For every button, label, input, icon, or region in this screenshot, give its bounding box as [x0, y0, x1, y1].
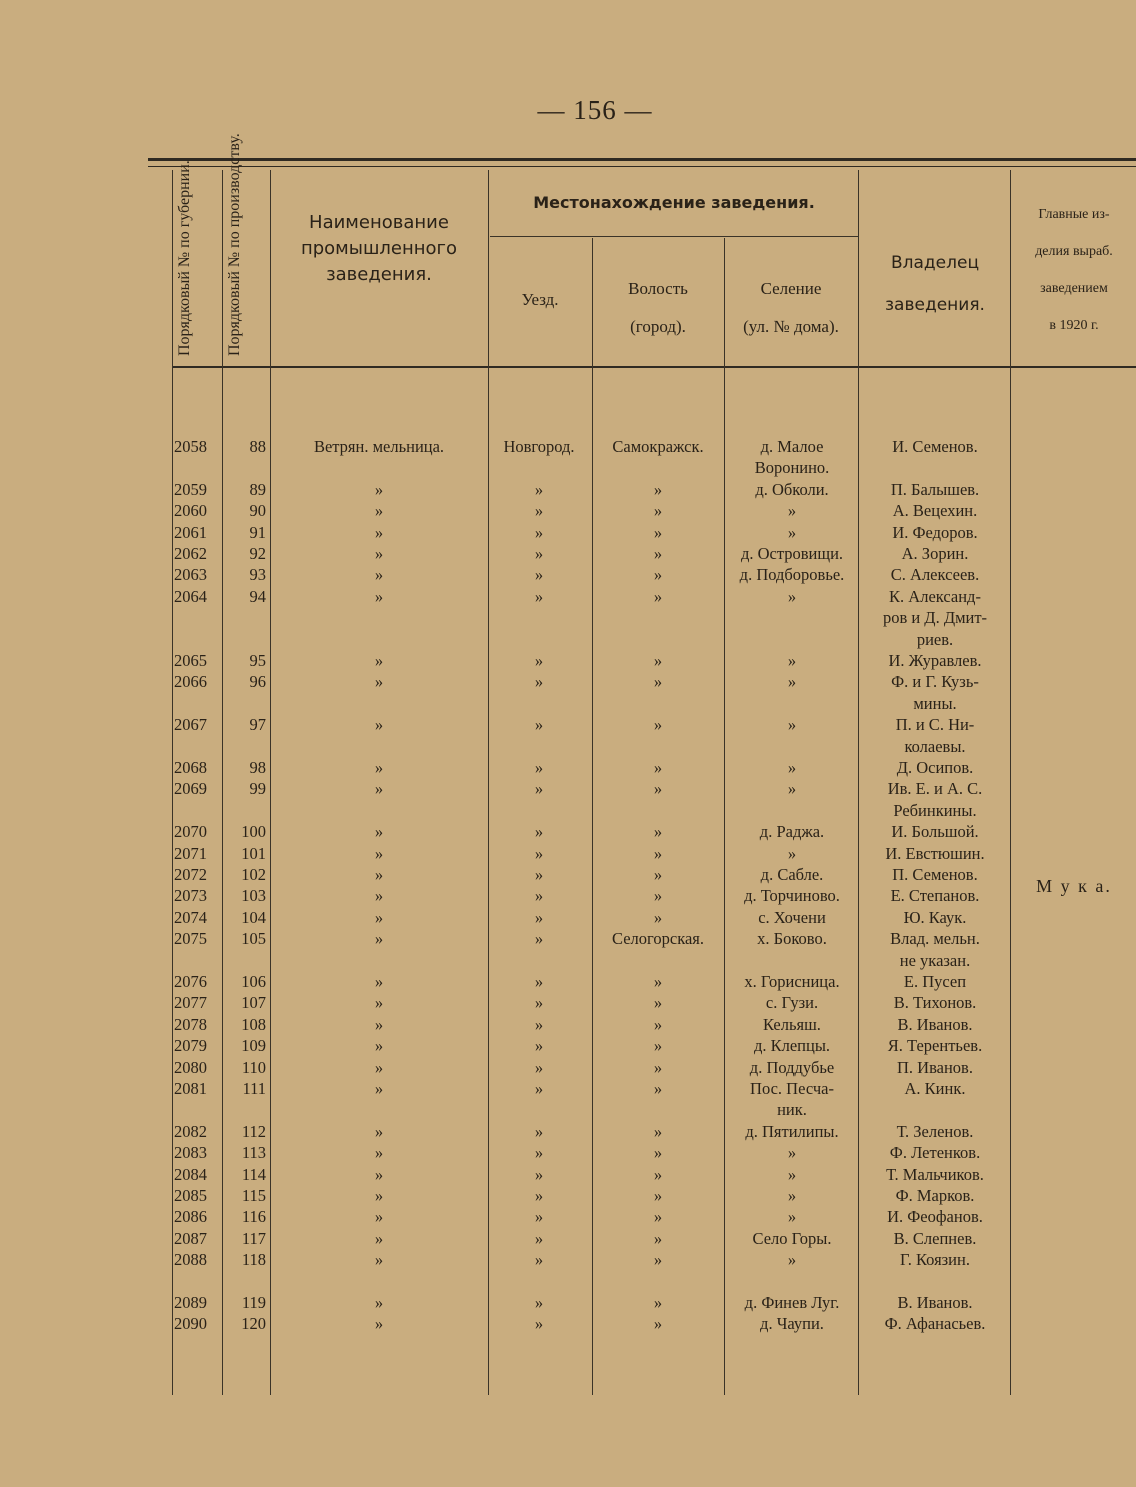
- row-name: »: [374, 1014, 384, 1034]
- header-rule: [172, 366, 1136, 368]
- row-uezd: »: [534, 1228, 544, 1248]
- row-owner: Ю. Каук.: [903, 907, 967, 927]
- row-uezd: »: [534, 1143, 544, 1163]
- row-selenie: д. Малое: [760, 437, 824, 456]
- row-order-prod: 109: [241, 1036, 266, 1056]
- row-name: »: [374, 1250, 384, 1270]
- row-selenie: д. Чаупи.: [760, 1314, 824, 1334]
- col-divider: [724, 238, 725, 1395]
- row-selenie: »: [787, 758, 797, 777]
- header-owner-line: Владелец: [890, 253, 980, 273]
- row-order-gub: 2067: [174, 715, 207, 735]
- row-volost: »: [653, 1164, 663, 1184]
- row-order-prod: 120: [241, 1314, 266, 1334]
- row-owner: не указан.: [899, 950, 971, 970]
- row-owner: А. Зорин.: [901, 544, 969, 563]
- row-owner: П. Иванов.: [897, 1057, 973, 1077]
- row-owner: Т. Мальчиков.: [886, 1164, 984, 1184]
- row-owner: Ф. Марков.: [895, 1186, 975, 1205]
- row-owner: В. Тихонов.: [893, 993, 977, 1013]
- row-selenie: д. Раджа.: [759, 822, 825, 842]
- row-order-gub: 2063: [174, 565, 207, 585]
- row-owner: В. Слепнев.: [893, 1228, 977, 1248]
- row-uezd: »: [534, 843, 544, 863]
- row-order-gub: 2083: [174, 1143, 207, 1163]
- row-owner: ров и Д. Дмит-: [882, 608, 988, 628]
- row-selenie: х. Боково.: [757, 929, 827, 949]
- header-name-line: заведения.: [326, 264, 432, 285]
- row-volost: »: [653, 565, 663, 585]
- row-uezd: »: [534, 1036, 544, 1056]
- row-order-gub: 2068: [174, 758, 207, 777]
- row-owner: Е. Степанов.: [890, 886, 980, 906]
- row-owner: С. Алексеев.: [890, 565, 980, 585]
- row-uezd: »: [534, 993, 544, 1013]
- header-owner-line: заведения.: [885, 295, 985, 315]
- row-uezd: »: [534, 1314, 544, 1334]
- row-order-prod: 108: [241, 1014, 266, 1034]
- row-volost: »: [653, 672, 663, 692]
- row-selenie: д. Поддубье: [749, 1057, 835, 1077]
- row-order-prod: 117: [241, 1228, 266, 1248]
- row-name: »: [374, 907, 384, 927]
- row-order-prod: 110: [241, 1057, 266, 1077]
- col-divider: [172, 170, 173, 1395]
- row-uezd: »: [534, 1057, 544, 1077]
- row-order-gub: 2066: [174, 672, 207, 692]
- row-uezd: »: [534, 1014, 544, 1034]
- row-selenie: д. Обколи.: [755, 479, 829, 499]
- row-volost: »: [653, 822, 663, 842]
- row-name: »: [374, 843, 384, 863]
- row-uezd: Новгород.: [503, 437, 575, 456]
- row-order-prod: 102: [241, 865, 266, 884]
- row-selenie: с. Хочени: [758, 907, 826, 927]
- row-owner: Е. Пусеп: [903, 972, 967, 991]
- header-products-line: заведением: [1040, 281, 1108, 296]
- row-order-prod: 119: [241, 1293, 266, 1312]
- header-order-prod: Порядковый № по производству.: [226, 133, 243, 356]
- row-volost: »: [653, 1079, 663, 1098]
- row-uezd: »: [534, 822, 544, 842]
- row-volost: »: [653, 993, 663, 1013]
- row-owner: П. Балышев.: [890, 479, 980, 499]
- row-order-prod: 94: [249, 586, 266, 606]
- row-name: »: [374, 1079, 384, 1098]
- row-selenie: »: [787, 522, 797, 542]
- row-owner: Т. Зеленов.: [896, 1121, 974, 1141]
- col-divider: [222, 170, 223, 1395]
- row-volost: »: [653, 886, 663, 906]
- row-owner: К. Александ-: [889, 586, 981, 606]
- row-name: »: [374, 1293, 384, 1312]
- row-uezd: »: [534, 715, 544, 735]
- row-name: »: [374, 758, 384, 777]
- row-order-prod: 113: [241, 1143, 266, 1163]
- row-name: »: [374, 479, 384, 499]
- row-owner: И. Семенов.: [892, 437, 978, 456]
- row-order-prod: 89: [249, 479, 266, 499]
- row-order-prod: 114: [241, 1164, 266, 1184]
- row-volost: »: [653, 1314, 663, 1334]
- row-selenie: д. Пятилипы.: [745, 1121, 839, 1141]
- row-name: »: [374, 565, 384, 585]
- row-name: »: [374, 993, 384, 1013]
- row-volost: Селогорская.: [612, 929, 704, 949]
- row-uezd: »: [534, 586, 544, 606]
- row-order-gub: 2058: [174, 437, 207, 456]
- row-uezd: »: [534, 1121, 544, 1141]
- row-order-prod: 88: [249, 437, 266, 456]
- top-rule-thin: [148, 166, 1136, 167]
- header-volost-line: (город).: [630, 317, 686, 336]
- row-uezd: »: [534, 972, 544, 991]
- row-owner: А. Кинк.: [904, 1079, 966, 1098]
- row-owner: риев.: [916, 629, 954, 649]
- row-name: »: [374, 1186, 384, 1205]
- row-selenie: д. Торчиново.: [744, 886, 840, 906]
- row-owner: Г. Коязин.: [900, 1250, 970, 1270]
- row-owner: И. Евстюшин.: [885, 843, 985, 863]
- row-uezd: »: [534, 1293, 544, 1312]
- row-order-gub: 2087: [174, 1228, 207, 1248]
- row-owner: Влад. мельн.: [890, 929, 980, 949]
- row-name: »: [374, 586, 384, 606]
- row-selenie: Воронино.: [754, 458, 830, 478]
- row-volost: »: [653, 586, 663, 606]
- row-selenie: »: [787, 715, 797, 735]
- row-selenie: д. Подборовье.: [739, 565, 845, 585]
- row-name: »: [374, 865, 384, 884]
- row-volost: »: [653, 715, 663, 735]
- header-order-gub: Порядковый № по губернии.: [176, 160, 193, 356]
- row-order-prod: 99: [249, 779, 266, 799]
- row-order-gub: 2075: [174, 929, 207, 949]
- row-order-gub: 2071: [174, 843, 207, 863]
- row-order-gub: 2070: [174, 822, 207, 842]
- row-uezd: »: [534, 522, 544, 542]
- row-selenie: Кельяш.: [763, 1014, 821, 1034]
- row-order-gub: 2076: [174, 972, 207, 991]
- header-products-line: делия выраб.: [1035, 244, 1113, 259]
- header-products-line: в 1920 г.: [1049, 318, 1099, 333]
- col-divider: [858, 170, 859, 1395]
- row-owner: В. Иванов.: [897, 1014, 973, 1034]
- header-name-line: промышленного: [300, 238, 458, 259]
- row-order-gub: 2085: [174, 1186, 207, 1205]
- row-order-gub: 2079: [174, 1036, 207, 1056]
- row-selenie: »: [787, 672, 797, 692]
- header-owner: [860, 242, 1010, 326]
- header-volost-line: Волость: [628, 279, 688, 298]
- row-order-prod: 105: [241, 929, 266, 949]
- row-volost: »: [653, 907, 663, 927]
- header-selenie-line: (ул. № дома).: [743, 317, 839, 336]
- row-volost: »: [653, 758, 663, 777]
- row-volost: »: [653, 843, 663, 863]
- row-uezd: »: [534, 651, 544, 670]
- row-volost: »: [653, 1250, 663, 1270]
- row-volost: »: [653, 522, 663, 542]
- row-uezd: »: [534, 544, 544, 563]
- row-name: »: [374, 544, 384, 563]
- row-selenie: »: [787, 651, 797, 670]
- row-order-prod: 103: [241, 886, 266, 906]
- row-name: »: [374, 672, 384, 692]
- row-uezd: »: [534, 479, 544, 499]
- row-volost: »: [653, 501, 663, 521]
- row-owner: И. Журавлев.: [888, 651, 982, 670]
- row-selenie: с. Гузи.: [765, 993, 819, 1013]
- row-name: »: [374, 972, 384, 991]
- product-value: М у к а.: [1036, 876, 1112, 896]
- row-order-prod: 116: [241, 1207, 266, 1227]
- row-volost: »: [653, 1036, 663, 1056]
- row-volost: »: [653, 1057, 663, 1077]
- row-volost: »: [653, 1014, 663, 1034]
- row-order-gub: 2062: [174, 544, 207, 563]
- row-volost: »: [653, 865, 663, 884]
- row-order-gub: 2080: [174, 1057, 207, 1077]
- row-owner: Д. Осипов.: [896, 758, 974, 777]
- row-order-prod: 104: [241, 907, 266, 927]
- row-order-gub: 2084: [174, 1164, 207, 1184]
- row-volost: »: [653, 651, 663, 670]
- row-selenie: »: [787, 1250, 797, 1270]
- row-volost: »: [653, 479, 663, 499]
- row-name: »: [374, 1121, 384, 1141]
- row-uezd: »: [534, 758, 544, 777]
- row-order-prod: 115: [241, 1186, 266, 1205]
- location-subrule: [490, 236, 858, 237]
- row-owner: Ф. Афанасьев.: [884, 1314, 986, 1334]
- row-order-gub: 2082: [174, 1121, 207, 1141]
- row-uezd: »: [534, 929, 544, 949]
- header-selenie: [724, 270, 858, 346]
- row-order-gub: 2086: [174, 1207, 207, 1227]
- row-order-prod: 106: [241, 972, 266, 991]
- row-selenie: »: [787, 1207, 797, 1227]
- row-selenie: ник.: [777, 1100, 807, 1120]
- row-order-gub: 2090: [174, 1314, 207, 1334]
- row-selenie: »: [787, 779, 797, 799]
- row-order-prod: 100: [241, 822, 266, 842]
- row-volost: »: [653, 1228, 663, 1248]
- row-name: »: [374, 886, 384, 906]
- header-name: [272, 210, 486, 288]
- top-rule: [148, 158, 1136, 161]
- row-order-prod: 118: [241, 1250, 266, 1270]
- row-name: »: [374, 779, 384, 799]
- row-order-prod: 92: [249, 544, 266, 563]
- row-owner: П. и С. Ни-: [895, 715, 975, 735]
- row-uezd: »: [534, 907, 544, 927]
- row-volost: »: [653, 1121, 663, 1141]
- row-order-prod: 91: [249, 522, 266, 542]
- row-order-gub: 2077: [174, 993, 207, 1013]
- header-products: [1012, 196, 1136, 344]
- row-order-gub: 2073: [174, 886, 207, 906]
- row-volost: Самокражск.: [612, 437, 704, 456]
- row-order-gub: 2074: [174, 907, 207, 927]
- header-location: Местонахождение заведения.: [533, 193, 815, 212]
- row-name: »: [374, 1207, 384, 1227]
- col-divider: [1010, 170, 1011, 1395]
- row-uezd: »: [534, 886, 544, 906]
- row-order-gub: 2069: [174, 779, 207, 799]
- row-order-gub: 2078: [174, 1014, 207, 1034]
- row-uezd: »: [534, 565, 544, 585]
- row-order-gub: 2059: [174, 479, 207, 499]
- row-order-gub: 2060: [174, 501, 207, 521]
- row-selenie: д. Островищи.: [740, 544, 844, 563]
- row-owner: И. Феофанов.: [887, 1207, 983, 1227]
- row-selenie: »: [787, 1186, 797, 1205]
- row-owner: И. Федоров.: [892, 522, 978, 542]
- col-divider: [270, 170, 271, 1395]
- row-order-prod: 98: [249, 758, 266, 777]
- row-name: »: [374, 501, 384, 521]
- row-order-gub: 2088: [174, 1250, 207, 1270]
- row-name: »: [374, 1057, 384, 1077]
- page-number: — 156 —: [537, 95, 653, 125]
- header-selenie-line: Селение: [760, 279, 822, 298]
- row-uezd: »: [534, 1079, 544, 1098]
- row-selenie: Пос. Песча-: [750, 1079, 834, 1098]
- row-order-gub: 2065: [174, 651, 207, 670]
- row-selenie: »: [787, 1143, 797, 1163]
- row-name: »: [374, 522, 384, 542]
- row-owner: Ив. Е. и А. С.: [887, 779, 983, 799]
- header-products-line: Главные из-: [1038, 207, 1110, 222]
- row-selenie: х. Горисница.: [744, 972, 840, 991]
- row-name: Ветрян. мельница.: [313, 437, 445, 456]
- row-volost: »: [653, 1207, 663, 1227]
- row-owner: Я. Терентьев.: [887, 1036, 983, 1056]
- row-order-prod: 112: [241, 1121, 266, 1141]
- row-name: »: [374, 929, 384, 949]
- row-owner: А. Вецехин.: [892, 501, 978, 521]
- header-volost: [592, 270, 724, 346]
- row-order-prod: 96: [249, 672, 266, 692]
- row-uezd: »: [534, 1164, 544, 1184]
- row-volost: »: [653, 1143, 663, 1163]
- row-selenie: д. Сабле.: [760, 865, 824, 884]
- row-order-prod: 93: [249, 565, 266, 585]
- row-name: »: [374, 1143, 384, 1163]
- row-order-prod: 97: [249, 715, 266, 735]
- row-owner: мины.: [913, 693, 957, 713]
- row-order-prod: 90: [249, 501, 266, 521]
- row-selenie: »: [787, 501, 797, 521]
- row-name: »: [374, 1036, 384, 1056]
- row-uezd: »: [534, 779, 544, 799]
- row-name: »: [374, 1164, 384, 1184]
- row-order-gub: 2072: [174, 865, 207, 884]
- row-uezd: »: [534, 1250, 544, 1270]
- row-name: »: [374, 1228, 384, 1248]
- row-selenie: »: [787, 843, 797, 863]
- row-uezd: »: [534, 501, 544, 521]
- row-selenie: Село Горы.: [752, 1228, 832, 1248]
- row-order-prod: 101: [241, 843, 266, 863]
- row-name: »: [374, 715, 384, 735]
- row-order-prod: 95: [249, 651, 266, 670]
- row-volost: »: [653, 972, 663, 991]
- header-name-line: Наименование: [309, 212, 449, 233]
- row-order-gub: 2064: [174, 586, 207, 606]
- row-volost: »: [653, 544, 663, 563]
- row-owner: Ф. Летенков.: [889, 1143, 981, 1163]
- row-volost: »: [653, 1293, 663, 1312]
- row-uezd: »: [534, 1186, 544, 1205]
- row-owner: Ф. и Г. Кузь-: [891, 672, 979, 692]
- row-uezd: »: [534, 1207, 544, 1227]
- row-uezd: »: [534, 865, 544, 884]
- row-name: »: [374, 1314, 384, 1334]
- row-selenie: »: [787, 586, 797, 606]
- row-volost: »: [653, 779, 663, 799]
- row-uezd: »: [534, 672, 544, 692]
- row-owner: Ребинкины.: [893, 800, 977, 820]
- row-owner: П. Семенов.: [892, 865, 978, 884]
- row-owner: колаевы.: [904, 736, 966, 756]
- row-order-gub: 2081: [174, 1079, 207, 1098]
- row-selenie: д. Финев Луг.: [744, 1293, 840, 1312]
- row-volost: »: [653, 1186, 663, 1205]
- row-selenie: »: [787, 1164, 797, 1184]
- header-uezd: Уезд.: [521, 290, 559, 309]
- row-selenie: д. Клепцы.: [753, 1036, 831, 1056]
- row-name: »: [374, 651, 384, 670]
- row-order-prod: 107: [241, 993, 266, 1013]
- row-owner: И. Большой.: [891, 822, 979, 842]
- row-order-gub: 2061: [174, 522, 207, 542]
- row-name: »: [374, 822, 384, 842]
- row-order-prod: 111: [242, 1079, 266, 1098]
- row-owner: В. Иванов.: [897, 1293, 973, 1312]
- row-order-gub: 2089: [174, 1293, 207, 1312]
